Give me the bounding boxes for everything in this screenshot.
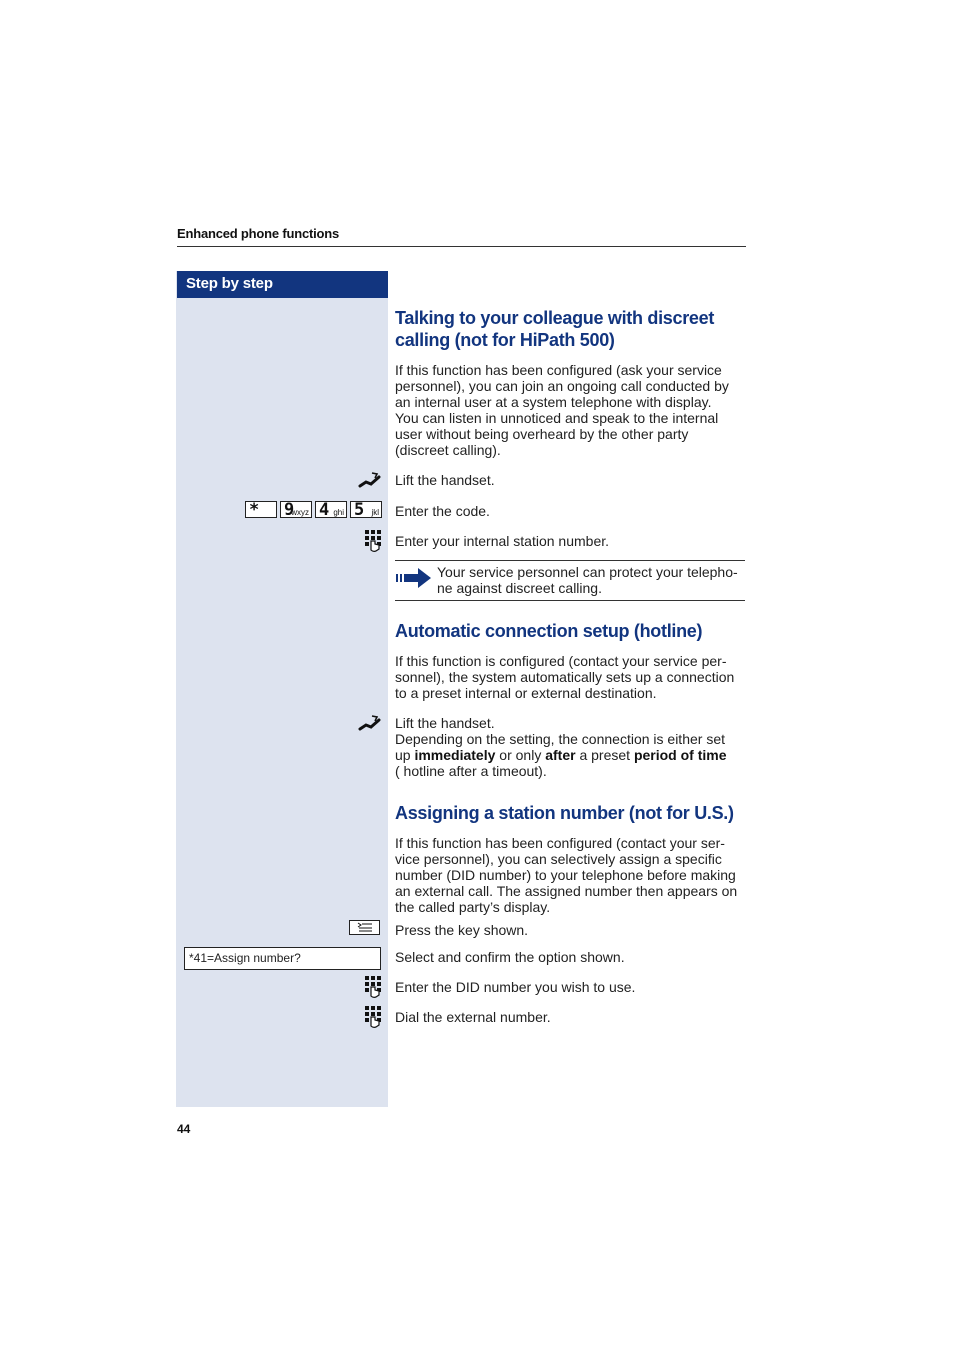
section1-heading-line2: calling (not for HiPath 500)	[395, 330, 615, 350]
step-dial-external: Dial the external number.	[395, 1009, 551, 1025]
section1-intro	[395, 362, 747, 458]
key-4: 4 ghi	[315, 501, 347, 518]
key-9: 9 wxyz	[280, 501, 312, 518]
section3-intro-line: number (DID number) to your telephone before making	[395, 867, 736, 883]
section1-intro-line: user without being overheard by the other party	[395, 426, 689, 442]
step-lift-handset: Lift the handset.	[395, 472, 495, 488]
section1-heading-line1: Talking to your colleague with discreet	[395, 308, 715, 328]
hotline-detail-line1: Depending on the setting, the connection is either set	[395, 731, 725, 747]
section2-steps	[395, 715, 747, 779]
section1-intro-line: (discreet calling).	[395, 442, 501, 458]
sidebar-header	[177, 271, 388, 298]
section3-intro-line: an external call. The assigned number then appears on	[395, 883, 738, 899]
keypad-icon	[355, 1004, 382, 1029]
note-text	[437, 564, 747, 596]
display-option[interactable]	[184, 947, 381, 970]
hotline-detail-line2: up immediately or only after a preset period of time	[395, 747, 727, 763]
section3-intro	[395, 835, 747, 915]
keypad-icon	[355, 528, 382, 553]
step-lift-handset: Lift the handset.	[395, 715, 495, 731]
section3-intro-line: the called party’s display.	[395, 899, 551, 915]
page-number: 44	[177, 1122, 191, 1136]
note-bottom-rule	[395, 600, 745, 601]
section1-intro-line: an internal user at a system telephone with display.	[395, 394, 712, 410]
section2-intro	[395, 653, 747, 701]
section1-intro-line: personnel), you can join an ongoing call conducted by	[395, 378, 729, 394]
section3-intro-line: vice personnel), you can selectively assign a specific	[395, 851, 722, 867]
section3-intro-line: If this function has been configured (contact your ser-	[395, 835, 725, 851]
keypad-icon	[355, 974, 382, 999]
section1-intro-line: If this function has been configured (ask your service	[395, 362, 722, 378]
menu-key-icon	[349, 920, 380, 935]
key-star: *	[245, 501, 277, 518]
section2-heading: Automatic connection setup (hotline)	[395, 621, 703, 641]
step-enter-code: Enter the code.	[395, 503, 490, 519]
handset-icon	[340, 470, 382, 490]
step-select-option: Select and confirm the option shown.	[395, 949, 625, 965]
sidebar-title: Step by step	[186, 275, 273, 292]
key-5: 5 jkl	[350, 501, 382, 518]
step-enter-station: Enter your internal station number.	[395, 533, 610, 549]
section1-intro-line: You can listen in unnoticed and speak to the internal	[395, 410, 719, 426]
note-arrow-icon	[396, 567, 432, 589]
note-line: Your service personnel can protect your telepho-	[437, 564, 738, 580]
running-header: Enhanced phone functions	[177, 226, 340, 241]
section1-heading	[395, 307, 745, 351]
section2-intro-line: sonnel), the system automatically sets up a connection	[395, 669, 735, 685]
display-option-text: *41=Assign number?	[189, 951, 301, 965]
code-keys	[220, 499, 382, 519]
section2-intro-line: If this function is configured (contact your service per-	[395, 653, 727, 669]
step-press-key: Press the key shown.	[395, 922, 529, 938]
section3-heading: Assigning a station number (not for U.S.)	[395, 803, 734, 823]
step-enter-did: Enter the DID number you wish to use.	[395, 979, 636, 995]
handset-icon	[340, 713, 382, 733]
note-top-rule	[395, 560, 745, 561]
note-line: ne against discreet calling.	[437, 580, 602, 596]
hotline-detail-line3: ( hotline after a timeout).	[395, 763, 547, 779]
header-rule	[177, 246, 746, 247]
section2-intro-line: to a preset internal or external destination.	[395, 685, 657, 701]
